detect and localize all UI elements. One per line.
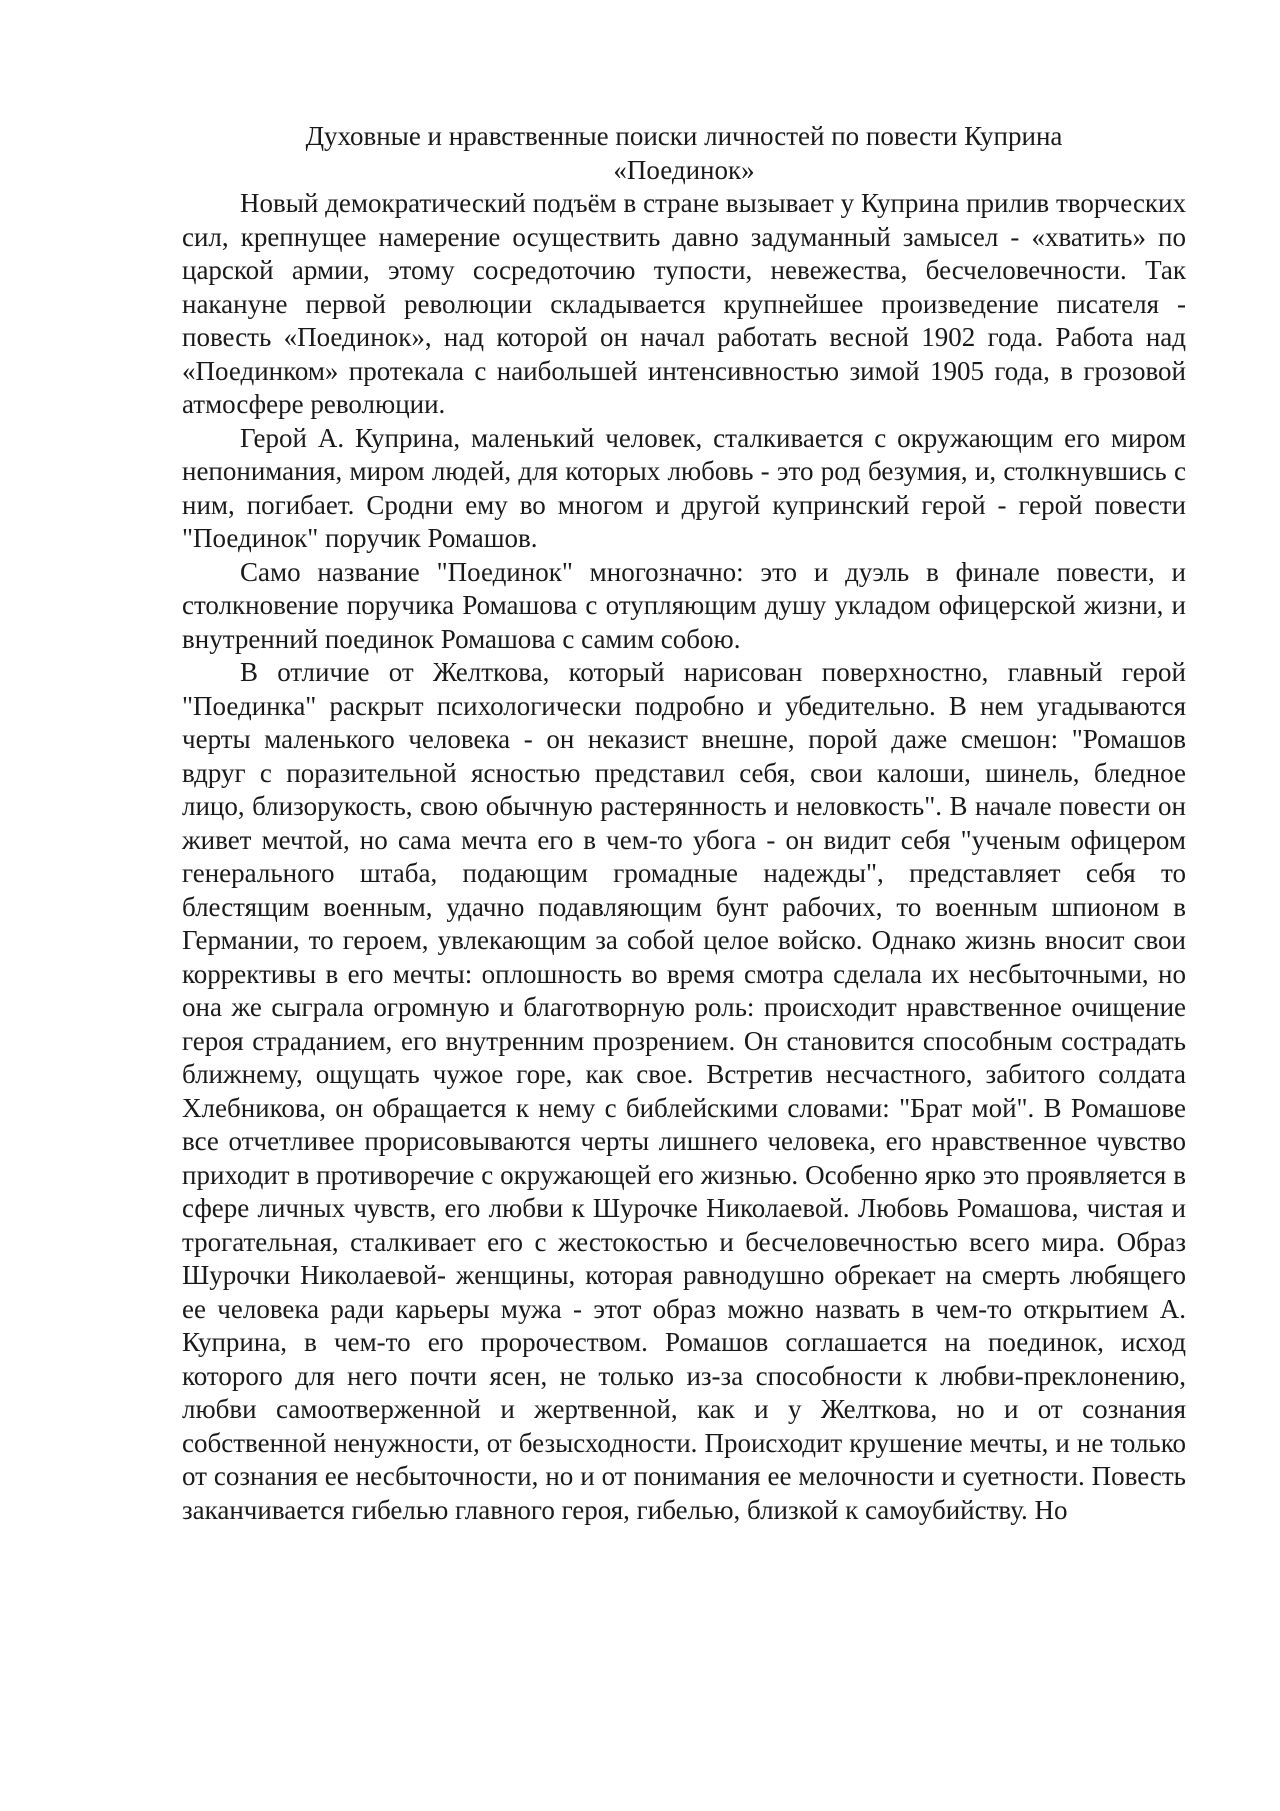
title-line-1: Духовные и нравственные поиски личностей по повести Куприна [305,121,1063,151]
document-body [182,120,1186,1527]
paragraph-4: В отличие от Желткова, который нарисован поверхностно, главный герой "Поединка" раскрыт психологически подробно и убедительно. В нем угадываются черты маленького человека - он неказист внешне, порой даже смешон: "Ромашов вдруг с поразительной ясностью представил себя, свои калоши, шинель, бледное лицо, близорукость, свою обычную растерянность и неловкость". В начале повести он живет мечтой, но сама мечта его в чем-то убога - он видит себя "ученым офицером генерального штаба, подающим громадные надежды", представляет себя то блестящим военным, удачно подавляющим бунт рабочих, то военным шпионом в Германии, то героем, увлекающим за собой целое войско. Однако жизнь вносит свои коррективы в его мечты: оплошность во время смотра сделала их несбыточными, но она же сыграла огромную и благотворную роль: происходит нравственное очищение героя страданием, его внутренним прозрением. Он становится способным сострадать ближнему, ощущать чужое горе, как свое. Встретив несчастного, забитого солдата Хлебникова, он обращается к нему с библейскими словами: "Брат мой". В Ромашове все отчетливее прорисовываются черты лишнего человека, его нравственное чувство приходит в противоречие с окружающей его жизнью. Особенно ярко это проявляется в сфере личных чувств, его любви к Шурочке Николаевой. Любовь Ромашова, чистая и трогательная, сталкивает его с жестокостью и бесчеловечностью всего мира. Образ Шурочки Николаевой- женщины, которая равнодушно обрекает на смерть любящего ее человека ради карьеры мужа - этот образ можно назвать в чем-то открытием А. Куприна, в чем-то его пророчеством. Ромашов соглашается на поединок, исход которого для него почти ясен, не только из-за способности к любви-преклонению, любви самоотверженной и жертвенной, как и у Желткова, но и от сознания собственной ненужности, от безысходности. Происходит крушение мечты, и не только от сознания ее несбыточности, но и от понимания ее мелочности и суетности. Повесть заканчивается гибелью главного героя, гибелью, близкой к самоубийству. Но [182,657,1186,1525]
paragraph-2: Герой А. Куприна, маленький человек, сталкивается с окружающим его миром непонимания, миром людей, для которых любовь - это род безумия, и, столкнувшись с ним, погибает. Сродни ему во многом и другой купринский герой - герой повести "Поединок" поручик Ромашов. [182,422,1186,553]
document-title [182,120,1186,187]
title-line-2: «Поединок» [613,154,755,185]
paragraph-3: Само название "Поединок" многозначно: это и дуэль в финале повести, и столкновение поручика Ромашова с отупляющим душу укладом офицерской жизни, и внутренний поединок Ромашова с самим собою. [182,556,1186,654]
paragraph-1: Новый демократический подъём в стране вызывает у Куприна прилив творческих сил, крепнущее намерение осуществить давно задуманный замысел - «хватить» по царской армии, этому сосредоточию тупости, невежества, бесчеловечности. Так накануне первой революции складывается крупнейшее произведение писателя - повесть «Поединок», над которой он начал работать весной 1902 года. Работа над «Поединком» протекала с наибольшей интенсивностью зимой 1905 года, в грозовой атмосфере революции. [182,188,1186,419]
